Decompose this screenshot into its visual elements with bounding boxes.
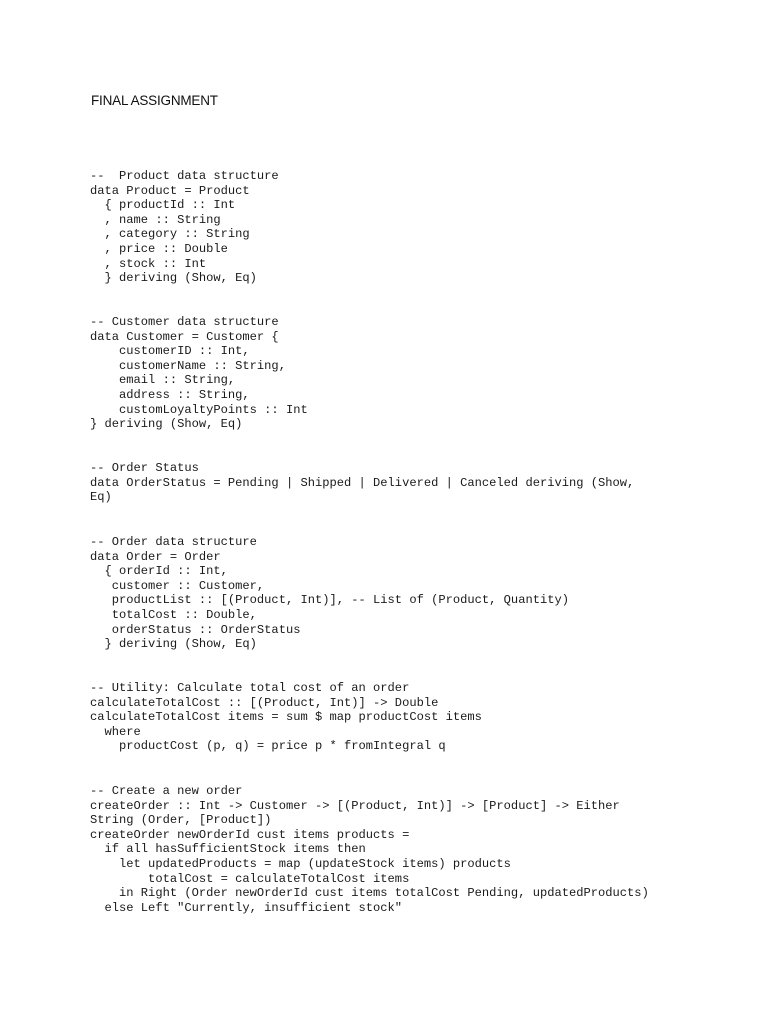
document-title: FINAL ASSIGNMENT bbox=[91, 93, 218, 108]
code-block-order-status: -- Order Status data OrderStatus = Pending | Shipped | Delivered | Canceled deriving (Show, Eq) bbox=[90, 461, 635, 505]
code-block-customer-data-structure: -- Customer data structure data Customer = Customer { customerID :: Int, customerName :: String, email :: String, address :: String, customLoyaltyPoints :: Int } deriving (Show, Eq) bbox=[90, 315, 308, 432]
code-block-calculate-total-cost: -- Utility: Calculate total cost of an order calculateTotalCost :: [(Product, Int)] -> Double calculateTotalCost items = sum $ map productCost items where productCost (p, q) = price p * fromIntegral q bbox=[90, 681, 482, 754]
code-block-product-data-structure: -- Product data structure data Product = Product { productId :: Int , name :: String , category :: String , price :: Double , stock :: Int } deriving (Show, Eq) bbox=[90, 169, 279, 286]
code-block-order-data-structure: -- Order data structure data Order = Order { orderId :: Int, customer :: Customer, productList :: [(Product, Int)], -- List of (Product, Quantity) totalCost :: Double, orderStatus :: OrderStatus } deriving (Show, Eq) bbox=[90, 535, 569, 652]
code-block-create-order: -- Create a new order createOrder :: Int -> Customer -> [(Product, Int)] -> [Product] -> Either String (Order, [Product]) createOrder newOrderId cust items products = if all hasSufficientStock items then let updatedProducts = map (updateStock items) products totalCost = calculateTotalCost items in Right (Order newOrderId cust items totalCost Pending, updatedProducts) else Left "Currently, insufficient stock" bbox=[90, 784, 649, 915]
